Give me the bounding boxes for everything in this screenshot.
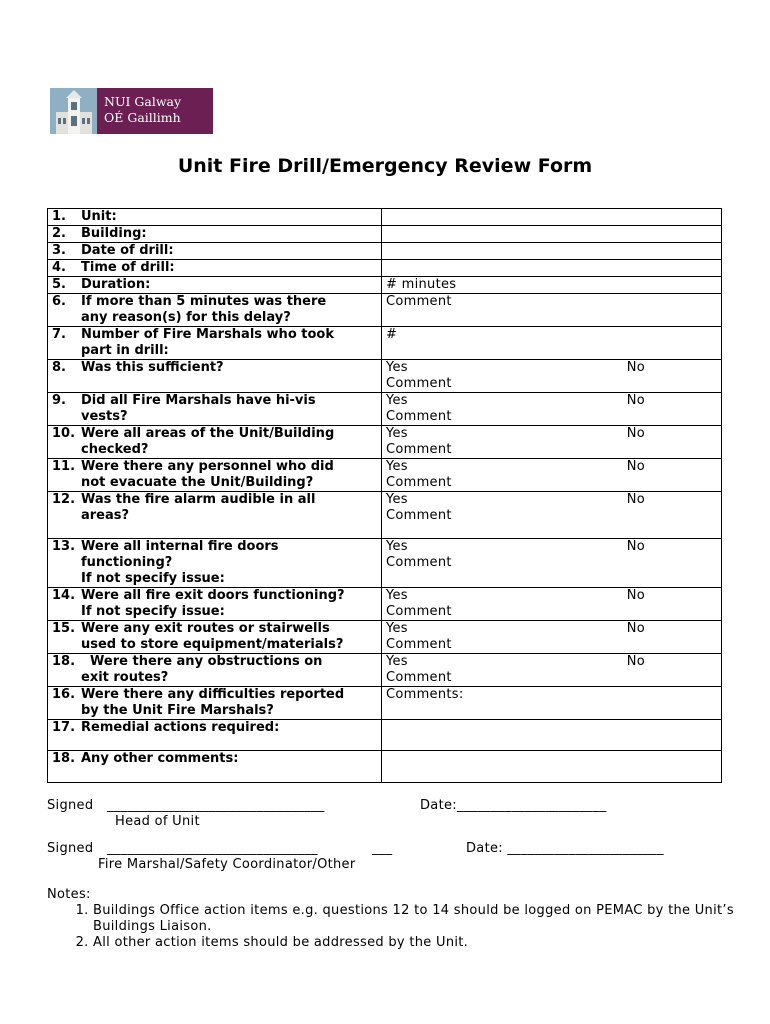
question-cell <box>48 209 382 226</box>
yes-option[interactable]: Yes <box>386 492 408 507</box>
question-text <box>81 459 377 491</box>
signature-2-line[interactable]: _______________________________ <box>107 841 318 856</box>
question-cell <box>48 393 382 426</box>
note-item-2: 2. All other action items should be addressed by the Unit. <box>93 935 770 951</box>
question-line: Were all fire exit doors functioning? <box>81 588 345 603</box>
table-row <box>48 294 722 327</box>
notes-heading: Notes: <box>47 887 91 902</box>
question-text <box>81 277 377 293</box>
answer-cell[interactable] <box>382 243 722 260</box>
page-title: Unit Fire Drill/Emergency Review Form <box>177 155 593 177</box>
comment-label: Comment <box>386 670 452 685</box>
yes-option[interactable]: Yes <box>386 588 408 603</box>
table-row <box>48 654 722 687</box>
answer-cell[interactable] <box>382 426 722 459</box>
question-text <box>81 588 377 620</box>
question-line: part in drill: <box>81 343 169 358</box>
question-cell <box>48 588 382 621</box>
question-line: If not specify issue: <box>81 571 225 586</box>
table-row <box>48 492 722 539</box>
question-line: Did all Fire Marshals have hi-vis <box>81 393 316 408</box>
comment-label: Comment <box>386 409 452 424</box>
question-number: 16. <box>52 687 76 702</box>
signature-1-label: Signed <box>47 798 94 813</box>
question-number: 2. <box>52 226 66 241</box>
question-number: 13. <box>52 539 76 554</box>
signature-2-date[interactable]: Date: _______________________ <box>466 841 664 856</box>
table-row <box>48 360 722 393</box>
notes-section <box>47 887 770 951</box>
question-cell <box>48 226 382 243</box>
no-option[interactable]: No <box>626 426 645 441</box>
question-cell <box>48 260 382 277</box>
comment-label: Comment <box>386 637 452 652</box>
question-text <box>81 751 377 767</box>
question-text <box>81 243 377 259</box>
no-option[interactable]: No <box>626 539 645 554</box>
answer-cell[interactable] <box>382 277 722 294</box>
comment-label: Comment <box>386 508 452 523</box>
table-row <box>48 621 722 654</box>
answer-cell[interactable] <box>382 360 722 393</box>
table-row <box>48 539 722 588</box>
question-text <box>81 294 377 326</box>
question-text <box>81 360 377 376</box>
answer-cell[interactable] <box>382 459 722 492</box>
signature-1-role: Head of Unit <box>115 814 200 829</box>
yes-option[interactable]: Yes <box>386 393 408 408</box>
note-item-1: 1. Buildings Office action items e.g. questions 12 to 14 should be logged on PEMAC by the Unit’s Buildings Liaison. <box>93 903 770 935</box>
yes-option[interactable]: Yes <box>386 654 408 669</box>
answer-cell[interactable] <box>382 654 722 687</box>
question-text <box>81 426 377 458</box>
question-line: vests? <box>81 409 128 424</box>
question-line: Were any exit routes or stairwells <box>81 621 330 636</box>
question-cell <box>48 654 382 687</box>
comment-label: Comment <box>386 604 452 619</box>
answer-label: Comments: <box>386 687 464 702</box>
answer-label: Comment <box>386 294 452 309</box>
signature-2-label: Signed <box>47 841 94 856</box>
no-option[interactable]: No <box>626 360 645 375</box>
question-text <box>81 226 377 242</box>
question-text <box>81 621 377 653</box>
question-line: Number of Fire Marshals who took <box>81 327 334 342</box>
no-option[interactable]: No <box>626 654 645 669</box>
no-option[interactable]: No <box>626 588 645 603</box>
table-row <box>48 751 722 783</box>
question-cell <box>48 621 382 654</box>
question-line: any reason(s) for this delay? <box>81 310 291 325</box>
question-cell <box>48 294 382 327</box>
answer-cell[interactable] <box>382 294 722 327</box>
table-row <box>48 588 722 621</box>
question-number: 17. <box>52 720 76 735</box>
table-row <box>48 720 722 751</box>
comment-label: Comment <box>386 442 452 457</box>
question-line: by the Unit Fire Marshals? <box>81 703 274 718</box>
question-number: 18. <box>52 751 76 766</box>
answer-cell[interactable] <box>382 621 722 654</box>
question-cell <box>48 327 382 360</box>
question-number: 5. <box>52 277 66 292</box>
question-number: 4. <box>52 260 66 275</box>
question-cell <box>48 459 382 492</box>
question-cell <box>48 751 382 783</box>
question-line: areas? <box>81 508 130 523</box>
table-row <box>48 459 722 492</box>
no-option[interactable]: No <box>626 492 645 507</box>
answer-label: # <box>386 327 398 342</box>
question-line: Were all internal fire doors <box>81 539 279 554</box>
question-cell <box>48 720 382 751</box>
answer-cell[interactable] <box>382 687 722 720</box>
table-row <box>48 243 722 260</box>
comment-label: Comment <box>386 555 452 570</box>
answer-cell[interactable] <box>382 260 722 277</box>
question-line: Time of drill: <box>81 260 175 275</box>
table-row <box>48 226 722 243</box>
question-line: exit routes? <box>81 670 169 685</box>
question-line: Date of drill: <box>81 243 174 258</box>
question-number: 8. <box>52 360 66 375</box>
yes-option[interactable]: Yes <box>386 459 408 474</box>
question-text <box>81 687 377 719</box>
question-line: Was this sufficient? <box>81 360 224 375</box>
question-text <box>81 327 377 359</box>
table-row <box>48 260 722 277</box>
answer-cell[interactable] <box>382 327 722 360</box>
question-line: Were there any personnel who did <box>81 459 334 474</box>
question-number: 7. <box>52 327 66 342</box>
question-line: used to store equipment/materials? <box>81 637 344 652</box>
answer-cell[interactable] <box>382 393 722 426</box>
question-line: If not specify issue: <box>81 604 225 619</box>
review-form-table <box>47 208 722 783</box>
question-number: 1. <box>52 209 66 224</box>
question-line: Was the fire alarm audible in all <box>81 492 316 507</box>
yes-option[interactable]: Yes <box>386 360 408 375</box>
table-row <box>48 426 722 459</box>
table-row <box>48 393 722 426</box>
question-number: 9. <box>52 393 66 408</box>
no-option[interactable]: No <box>626 393 645 408</box>
answer-cell[interactable] <box>382 209 722 226</box>
question-cell <box>48 360 382 393</box>
tower-logo-icon <box>50 88 97 134</box>
no-option[interactable]: No <box>626 621 645 636</box>
question-number: 15. <box>52 621 76 636</box>
signature-1-line[interactable]: ________________________________ <box>107 798 325 813</box>
question-number: 11. <box>52 459 76 474</box>
question-line: Were there any obstructions on <box>81 654 323 669</box>
answer-label: # minutes <box>386 277 457 292</box>
logo-text-box <box>97 88 213 134</box>
question-line: Duration: <box>81 277 151 292</box>
answer-cell[interactable] <box>382 539 722 588</box>
question-line: Building: <box>81 226 147 241</box>
question-line: Unit: <box>81 209 117 224</box>
table-row <box>48 687 722 720</box>
table-row <box>48 277 722 294</box>
yes-option[interactable]: Yes <box>386 426 408 441</box>
question-line: Were all areas of the Unit/Building <box>81 426 335 441</box>
question-cell <box>48 277 382 294</box>
question-cell <box>48 492 382 539</box>
question-cell <box>48 426 382 459</box>
yes-option[interactable]: Yes <box>386 621 408 636</box>
question-text <box>81 720 377 736</box>
signature-2-extra: ___ <box>372 841 393 856</box>
yes-option[interactable]: Yes <box>386 539 408 554</box>
comment-label: Comment <box>386 475 452 490</box>
question-line: If more than 5 minutes was there <box>81 294 327 309</box>
question-cell <box>48 687 382 720</box>
question-line: not evacuate the Unit/Building? <box>81 475 314 490</box>
nui-galway-logo <box>50 88 213 134</box>
signature-2-role: Fire Marshal/Safety Coordinator/Other <box>98 857 356 872</box>
question-text <box>81 492 377 524</box>
table-row <box>48 327 722 360</box>
logo-line-1: NUI Galway <box>104 94 182 109</box>
question-number: 18. <box>52 654 76 669</box>
logo-line-2: OÉ Gaillimh <box>104 110 181 125</box>
question-line: functioning? <box>81 555 173 570</box>
question-cell <box>48 243 382 260</box>
question-number: 14. <box>52 588 76 603</box>
question-number: 10. <box>52 426 76 441</box>
question-number: 3. <box>52 243 66 258</box>
question-number: 12. <box>52 492 76 507</box>
question-text <box>81 209 377 225</box>
answer-cell[interactable] <box>382 751 722 783</box>
answer-cell[interactable] <box>382 588 722 621</box>
answer-cell[interactable] <box>382 492 722 539</box>
question-text <box>81 260 377 276</box>
answer-cell[interactable] <box>382 720 722 751</box>
question-line: checked? <box>81 442 149 457</box>
no-option[interactable]: No <box>626 459 645 474</box>
question-text <box>81 654 377 686</box>
question-number: 6. <box>52 294 66 309</box>
question-line: Were there any difficulties reported <box>81 687 345 702</box>
signature-1-date[interactable]: Date:______________________ <box>420 798 607 813</box>
question-text <box>81 539 377 587</box>
table-row <box>48 209 722 226</box>
answer-cell[interactable] <box>382 226 722 243</box>
question-line: Remedial actions required: <box>81 720 280 735</box>
comment-label: Comment <box>386 376 452 391</box>
question-line: Any other comments: <box>81 751 239 766</box>
question-cell <box>48 539 382 588</box>
question-text <box>81 393 377 425</box>
